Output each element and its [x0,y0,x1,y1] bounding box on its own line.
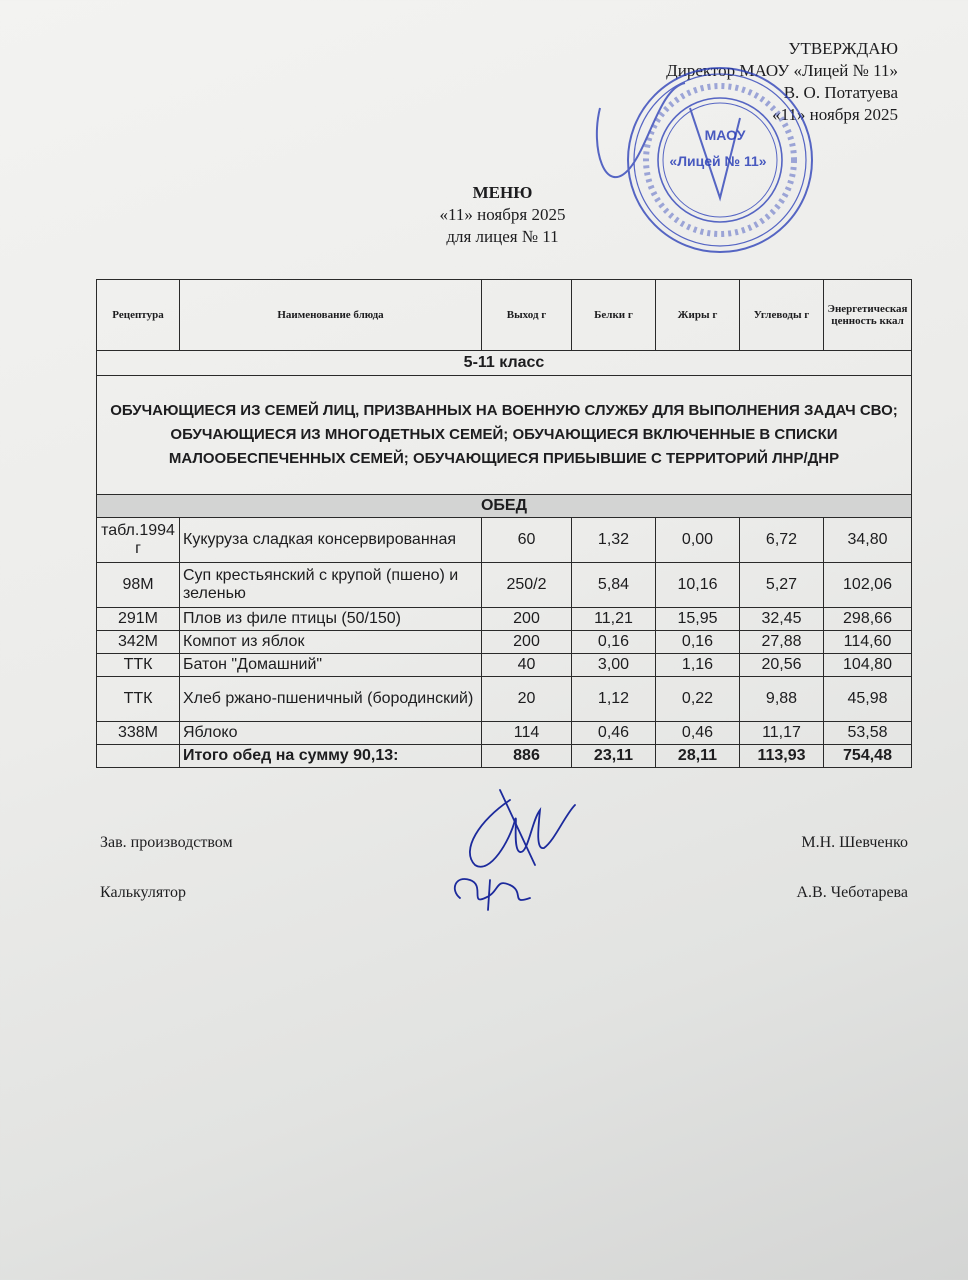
cell-recipe: 98М [97,563,180,608]
total-carbs: 113,93 [740,745,824,768]
cell-carbs: 9,88 [740,677,824,722]
cell-carbs: 32,45 [740,608,824,631]
cell-carbs: 20,56 [740,654,824,677]
menu-table [96,279,912,768]
cell-energy: 114,60 [824,631,912,654]
approval-position: Директор МАОУ «Лицей № 11» [666,61,898,80]
handwritten-signature [440,780,590,920]
menu-subtitle: для лицея № 11 [446,227,559,246]
cell-name: Яблоко [180,722,482,745]
cell-protein: 0,46 [572,722,656,745]
table-row [97,608,912,631]
cell-protein: 0,16 [572,631,656,654]
cell-protein: 3,00 [572,654,656,677]
cell-energy: 53,58 [824,722,912,745]
table-row [97,654,912,677]
cell-output: 200 [482,608,572,631]
cell-carbs: 27,88 [740,631,824,654]
col-output: Выход г [482,280,572,351]
cell-fat: 0,16 [656,631,740,654]
cell-fat: 10,16 [656,563,740,608]
table-body [97,351,912,768]
cell-protein: 11,21 [572,608,656,631]
cell-name: Хлеб ржано-пшеничный (бородинский) [180,677,482,722]
table-header-row [97,280,912,351]
stamp-text-2: «Лицей № 11» [669,153,767,169]
table-row [97,677,912,722]
table-row [97,722,912,745]
menu-title-block [0,182,968,248]
meal-label: ОБЕД [97,495,912,518]
stamp-text-1: МАОУ [704,127,746,143]
cell-empty [97,745,180,768]
cell-energy: 45,98 [824,677,912,722]
meal-row [97,495,912,518]
name-calculator: А.В. Чеботарева [796,884,908,901]
class-row [97,351,912,376]
cell-fat: 0,00 [656,518,740,563]
cell-output: 60 [482,518,572,563]
role-production-head: Зав. производством [100,834,233,851]
menu-date: «11» ноября 2025 [439,205,566,224]
cell-name: Кукуруза сладкая консервированная [180,518,482,563]
role-calculator: Калькулятор [100,884,186,901]
cell-carbs: 6,72 [740,518,824,563]
total-label: Итого обед на сумму 90,13: [180,745,482,768]
cell-name: Компот из яблок [180,631,482,654]
name-production-head: М.Н. Шевченко [801,834,908,851]
class-label: 5-11 класс [97,351,912,376]
approval-date: «11» ноября 2025 [772,105,898,124]
col-energy: Энергетическая ценность ккал [824,280,912,351]
menu-title: МЕНЮ [472,183,533,202]
cell-name: Плов из филе птицы (50/150) [180,608,482,631]
total-energy: 754,48 [824,745,912,768]
cell-output: 114 [482,722,572,745]
cell-recipe: 291М [97,608,180,631]
cell-fat: 0,22 [656,677,740,722]
cell-energy: 104,80 [824,654,912,677]
col-fat: Жиры г [656,280,740,351]
cell-recipe: ТТК [97,677,180,722]
approval-heading: УТВЕРЖДАЮ [788,39,898,58]
cell-output: 200 [482,631,572,654]
cell-carbs: 5,27 [740,563,824,608]
cell-recipe: ТТК [97,654,180,677]
table-row [97,563,912,608]
table-row [97,631,912,654]
cell-name: Батон "Домашний" [180,654,482,677]
cell-fat: 0,46 [656,722,740,745]
cell-fat: 15,95 [656,608,740,631]
category-text: ОБУЧАЮЩИЕСЯ ИЗ СЕМЕЙ ЛИЦ, ПРИЗВАННЫХ НА ВОЕННУЮ СЛУЖБУ ДЛЯ ВЫПОЛНЕНИЯ ЗАДАЧ СВО; ОБУЧАЮЩИЕСЯ ИЗ МНОГОДЕТНЫХ СЕМЕЙ; ОБУЧАЮЩИЕСЯ ВКЛЮЧЕННЫЕ В СПИСКИ МАЛООБЕСПЕЧЕННЫХ СЕМЕЙ; ОБУЧАЮЩИЕСЯ ПРИБЫВШИЕ С ТЕРРИТОРИЙ ЛНР/ДНР [97,376,912,495]
total-row [97,745,912,768]
cell-name: Суп крестьянский с крупой (пшено) и зеленью [180,563,482,608]
total-output: 886 [482,745,572,768]
total-fat: 28,11 [656,745,740,768]
col-recipe: Рецептура [97,280,180,351]
total-protein: 23,11 [572,745,656,768]
cell-energy: 102,06 [824,563,912,608]
cell-fat: 1,16 [656,654,740,677]
cell-protein: 1,12 [572,677,656,722]
cell-recipe: 338М [97,722,180,745]
cell-output: 40 [482,654,572,677]
cell-protein: 5,84 [572,563,656,608]
cell-recipe: 342М [97,631,180,654]
cell-energy: 298,66 [824,608,912,631]
cell-output: 250/2 [482,563,572,608]
category-row [97,376,912,495]
cell-output: 20 [482,677,572,722]
cell-recipe: табл.1994 г [97,518,180,563]
col-carbs: Углеводы г [740,280,824,351]
cell-energy: 34,80 [824,518,912,563]
approval-name: В. О. Потатуева [783,83,898,102]
table-row [97,518,912,563]
col-dish-name: Наименование блюда [180,280,482,351]
col-protein: Белки г [572,280,656,351]
cell-carbs: 11,17 [740,722,824,745]
cell-protein: 1,32 [572,518,656,563]
